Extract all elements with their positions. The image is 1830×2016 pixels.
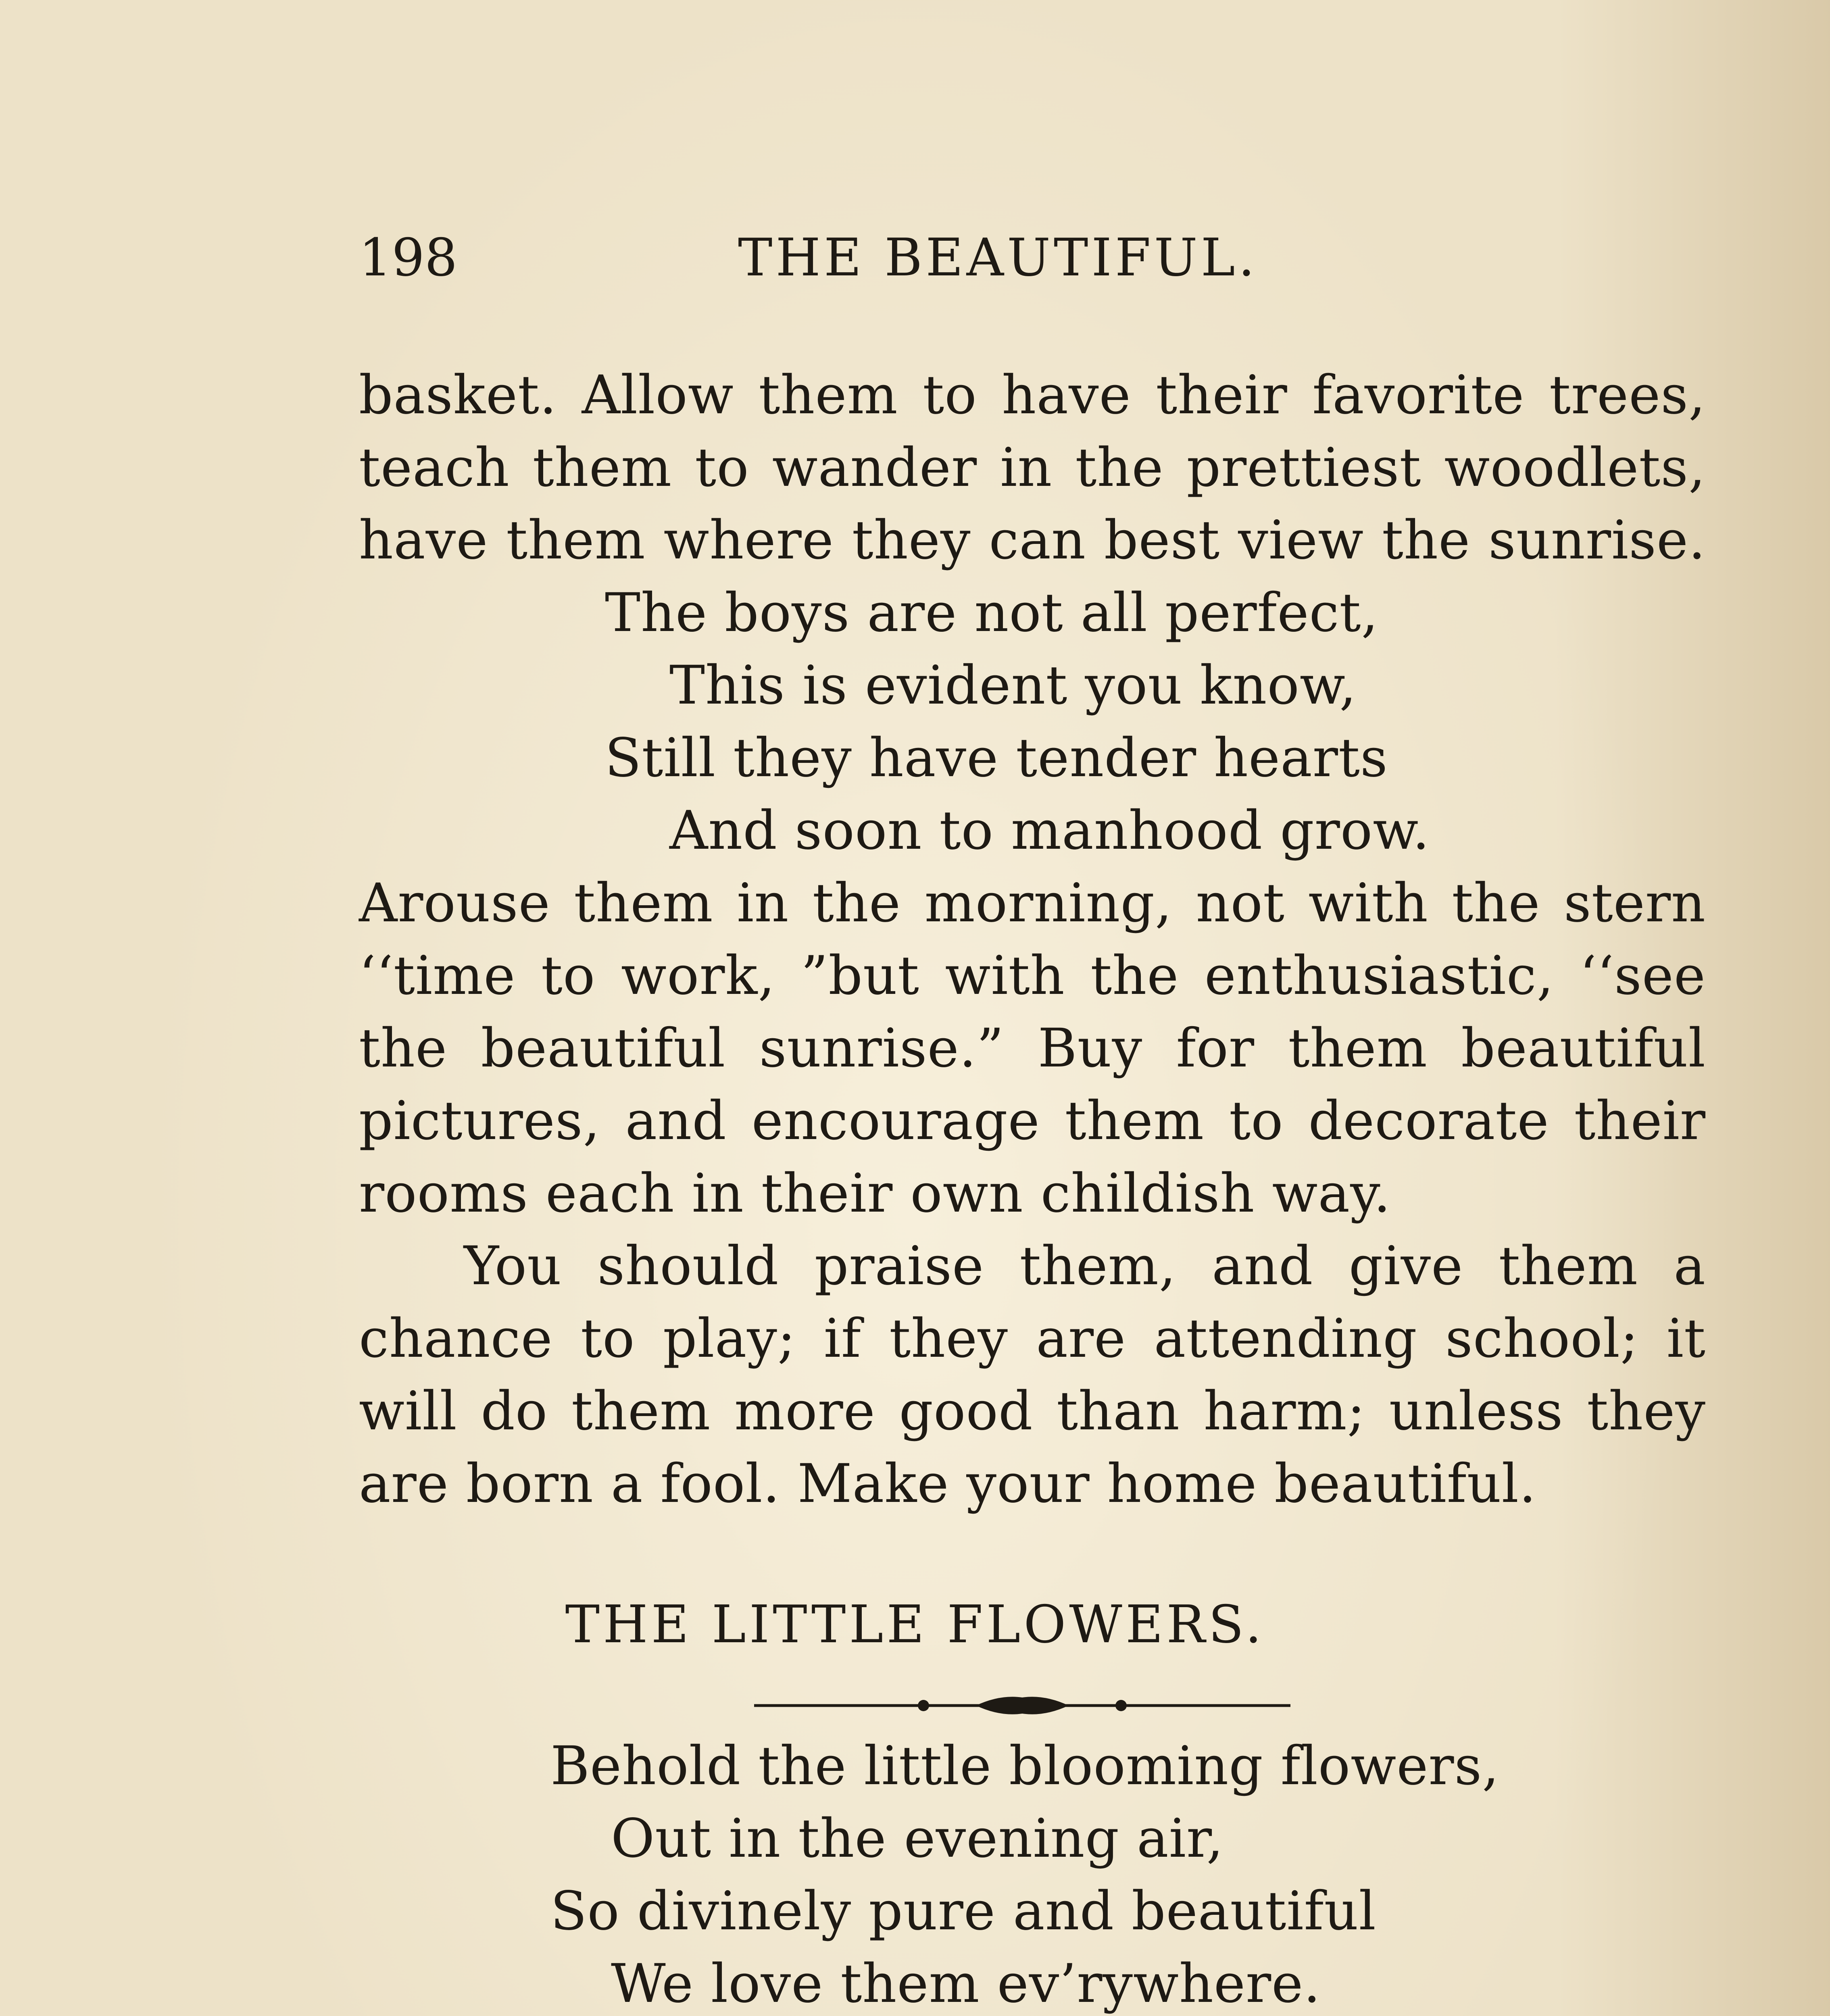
ornament-rule-icon [750,1685,1294,1726]
running-title: THE BEAUTIFUL. [738,228,1258,288]
prose-line: pictures, and encourage them to decorate their [359,1090,1706,1152]
poem-line: Out in the evening air, [611,1808,1224,1870]
verse-line: The boys are not all perfect, [605,582,1379,644]
prose-line: rooms each in their own childish way. [359,1162,1391,1225]
prose-line: have them where they can best view the sunrise. [359,509,1706,571]
prose-line: teach them to wander in the prettiest woodlets, [359,437,1706,499]
prose-line: You should praise them, and give them a [464,1235,1706,1297]
prose-line: chance to play; if they are attending school; it [359,1308,1706,1370]
prose-line: the beautiful sunrise.” Buy for them beautiful [359,1017,1706,1079]
page-number: 198 [359,228,458,288]
prose-line: will do them more good than harm; unless they [359,1380,1706,1442]
poem-line: Behold the little blooming flowers, [550,1735,1500,1797]
poem-line: We love them ev’rywhere. [611,1953,1321,2015]
poem-title: THE LITTLE FLOWERS. [565,1595,1265,1655]
verse-line: Still they have tender hearts [605,727,1388,789]
verse-line: This is evident you know, [669,654,1357,716]
prose-line: Arouse them in the morning, not with the stern [359,872,1706,934]
prose-line: are born a fool. Make your home beautiful. [359,1453,1536,1515]
verse-line: And soon to manhood grow. [669,800,1430,862]
prose-line: basket. Allow them to have their favorite trees, [359,364,1706,426]
prose-line: ‘‘time to work, ”but with the enthusiastic, ‘‘see [359,945,1706,1007]
poem-line: So divinely pure and beautiful [550,1880,1376,1942]
